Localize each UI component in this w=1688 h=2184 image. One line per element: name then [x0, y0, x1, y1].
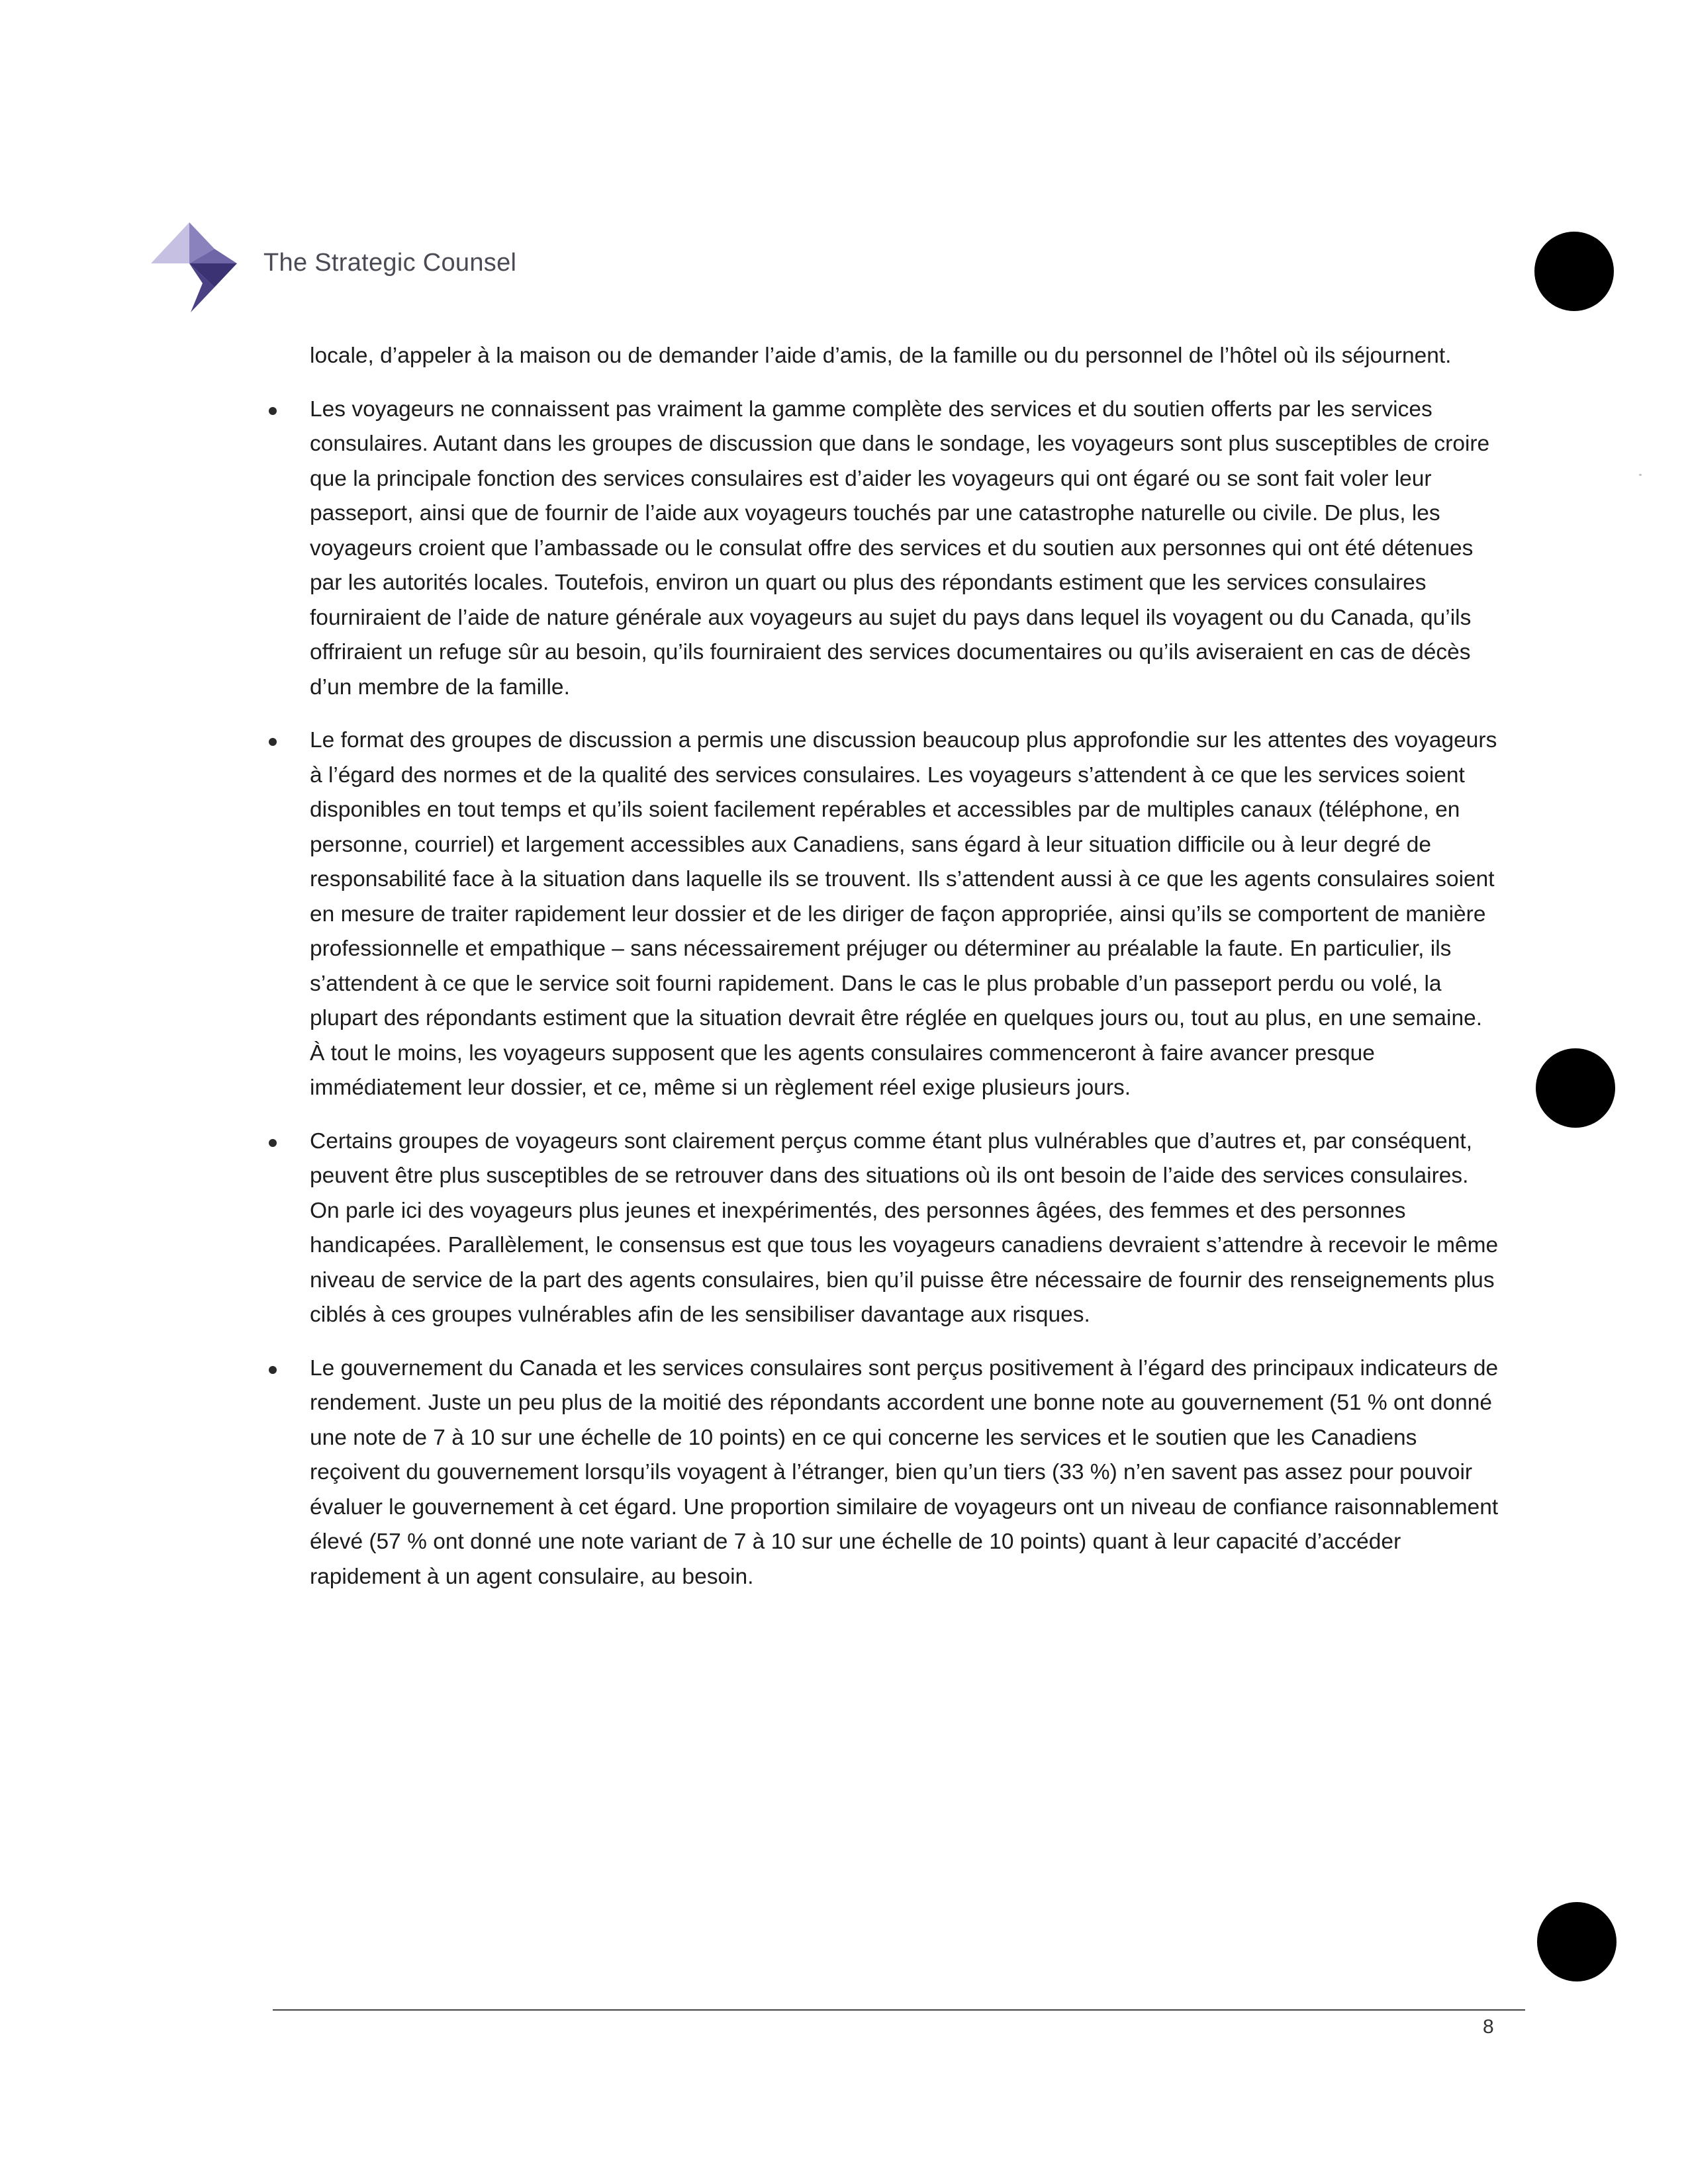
bullet-text: Les voyageurs ne connaissent pas vraiment la gamme complète des services et du soutien offerts par les services consulaires. Autant dans les groupes de discussion que dans le sondage, les voyageurs sont plus susceptibles de croire que la principale fonction des services consulaires est d’aider les voyageurs qui ont égaré ou se sont fait voler leur passeport, ainsi que de fournir de l’aide aux voyageurs touchés par une catastrophe naturelle ou civile. De plus, les voyageurs croient que l’ambassade ou le consulat offre des services et du soutien aux personnes qui ont été détenues par les autorités locales. Toutefois, environ un quart ou plus des répondants estiment que les services consulaires fourniraient de l’aide de nature générale aux voyageurs au sujet du pays dans lequel ils voyagent ou du Canada, qu’ils offriraient un refuge sûr au besoin, qu’ils fourniraient des services documentaires ou qu’ils aviseraient en cas de décès d’un membre de la famille.: [310, 396, 1490, 700]
bullet-icon: [269, 738, 277, 746]
page-number: 8: [1483, 2016, 1494, 2038]
bullet-item: [310, 1124, 1501, 1333]
punch-hole: [1534, 232, 1614, 311]
brand-name: The Strategic Counsel: [263, 249, 517, 277]
bullet-icon: [269, 1366, 277, 1374]
bullet-text: Le format des groupes de discussion a permis une discussion beaucoup plus approfondie sur les attentes des voyageurs à l’égard des normes et de la qualité des services consulaires. Les voyageurs s’attendent à ce que les services soient disponibles en tout temps et qu’ils soient facilement repérables et accessibles par de multiples canaux (téléphone, en personne, courriel) et largement accessibles aux Canadiens, sans égard à leur situation difficile ou à leur degré de responsabilité face à la situation dans laquelle ils se trouvent. Ils s’attendent aussi à ce que les agents consulaires soient en mesure de traiter rapidement leur dossier et de les diriger de façon appropriée, ainsi qu’ils se comportent de manière professionnelle et empathique – sans nécessairement préjuger ou déterminer au préalable la faute. En particulier, ils s’attendent à ce que le service soit fourni rapidement. Dans le cas le plus probable d’un passeport perdu ou volé, la plupart des répondants estiment que la situation devrait être réglée en quelques jours ou, tout au plus, en une semaine. À tout le moins, les voyageurs supposent que les agents consulaires commenceront à faire avancer presque immédiatement leur dossier, et ce, même si un règlement réel exige plusieurs jours.: [310, 728, 1497, 1100]
bullet-item: [310, 392, 1501, 705]
bullet-item: [310, 723, 1501, 1106]
bullet-text: Certains groupes de voyageurs sont clairement perçus comme étant plus vulnérables que d’autres et, par conséquent, peuvent être plus susceptibles de se retrouver dans des situations où ils ont besoin de l’aide des services consulaires. On parle ici des voyageurs plus jeunes et inexpérimentés, des personnes âgées, des femmes et des personnes handicapées. Parallèlement, le consensus est que tous les voyageurs canadiens devraient s’attendre à recevoir le même niveau de service de la part des agents consulaires, bien qu’il puisse être nécessaire de fournir des renseignements plus ciblés à ces groupes vulnérables afin de les sensibiliser davantage aux risques.: [310, 1128, 1499, 1327]
body-text: [310, 339, 1501, 1613]
bullet-icon: [269, 407, 277, 415]
bullet-icon: [269, 1139, 277, 1147]
bullet-item: [310, 1351, 1501, 1595]
footer-rule: [273, 2009, 1525, 2011]
punch-hole: [1537, 1902, 1617, 1981]
punch-hole: [1536, 1048, 1615, 1128]
intro-paragraph: locale, d’appeler à la maison ou de demander l’aide d’amis, de la famille ou du personnel de l’hôtel où ils séjournent.: [310, 343, 1452, 368]
bullet-text: Le gouvernement du Canada et les services consulaires sont perçus positivement à l’égard des principaux indicateurs de rendement. Juste un peu plus de la moitié des répondants accordent une bonne note au gouvernement (51 % ont donné une note de 7 à 10 sur une échelle de 10 points) en ce qui concerne les services et le soutien que les Canadiens reçoivent du gouvernement lorsqu’ils voyagent à l’étranger, bien qu’un tiers (33 %) n’en savent pas assez pour pouvoir évaluer le gouvernement à cet égard. Une proportion similaire de voyageurs ont un niveau de confiance raisonnablement élevé (57 % ont donné une note variant de 7 à 10 sur une échelle de 10 points) quant à leur capacité d’accéder rapidement à un agent consulaire, au besoin.: [310, 1355, 1499, 1589]
strategic-counsel-logo: [151, 222, 237, 312]
scan-speck: [1639, 474, 1642, 476]
